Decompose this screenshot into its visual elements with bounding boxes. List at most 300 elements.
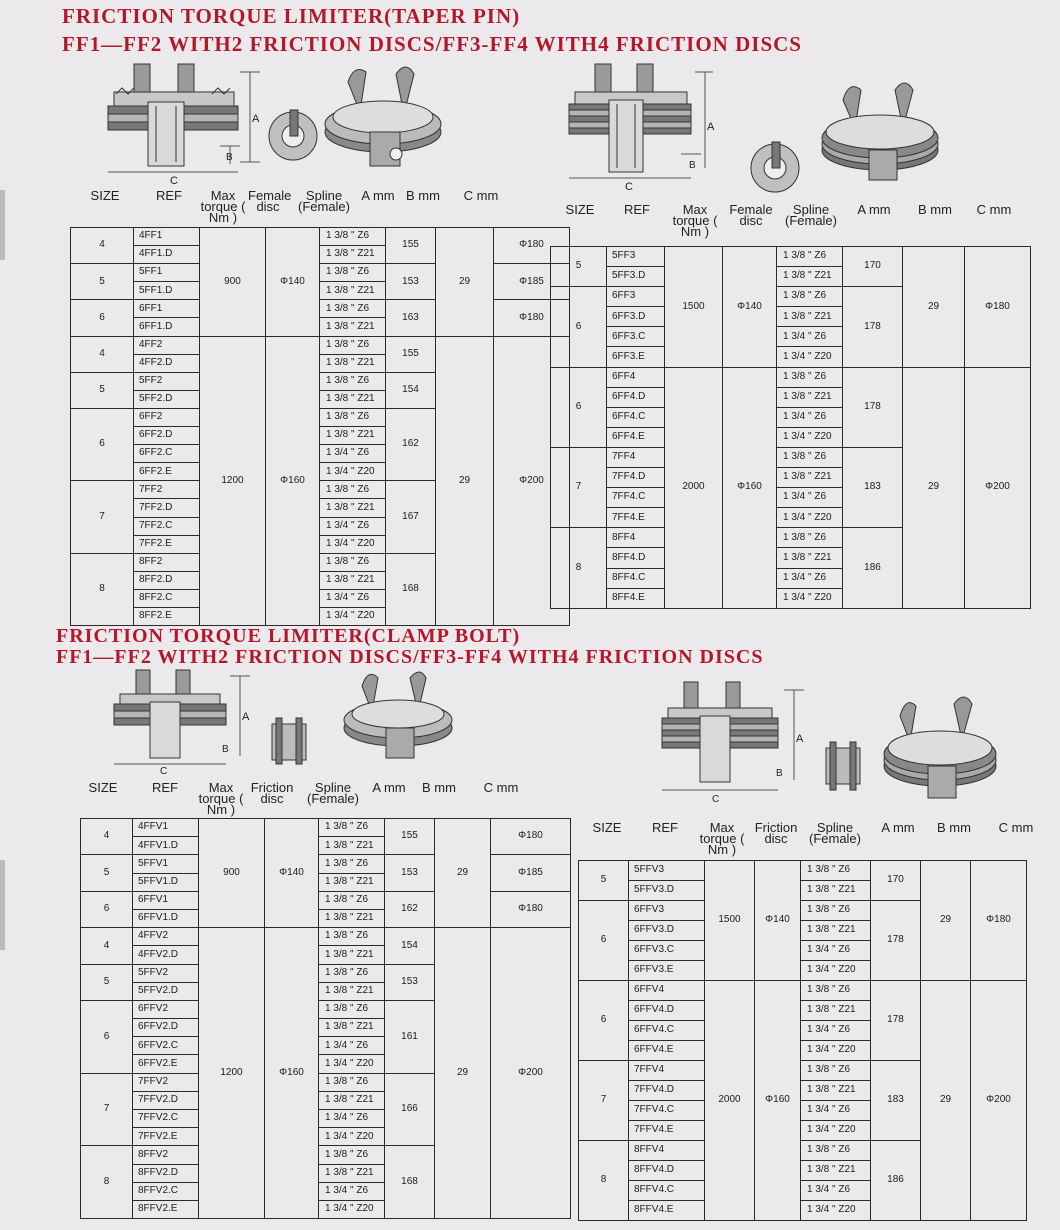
cell-size: 6 [579,981,629,1061]
cell-c: Φ180 [494,228,570,264]
column-header-c: C mm [998,820,1034,835]
cell-spline: 1 3/8 " Z6 [319,1073,385,1091]
table-row [579,981,1027,1001]
cell-spline: 1 3/4 " Z6 [801,941,871,961]
cell-spline: 1 3/8 " Z6 [319,819,385,837]
column-header-size: SIZE [88,780,118,795]
cell-ref: 5FFV2.D [133,982,199,1000]
table-row [71,336,570,354]
cell-b: 29 [903,367,965,608]
cell-ref: 8FF4.C [607,568,665,588]
cell-ref: 7FF4.E [607,508,665,528]
cell-torque: 1200 [199,928,265,1219]
column-header-c: C mm [483,780,519,795]
cell-a: 178 [871,981,921,1061]
cell-ref: 6FFV2.D [133,1019,199,1037]
table-row [71,228,570,246]
cell-b: 29 [435,819,491,928]
cell-a: 162 [386,408,436,480]
cell-disc: Φ140 [265,819,319,928]
cell-ref: 7FFV4.E [629,1121,705,1141]
cell-spline: 1 3/8 " Z6 [320,300,386,318]
dimension-a-label: A [796,733,804,745]
column-header-ref: REF [624,202,650,217]
cell-spline: 1 3/8 " Z6 [777,287,843,307]
cell-spline: 1 3/8 " Z6 [319,1000,385,1018]
cell-ref: 6FF4 [607,367,665,387]
cell-ref: 5FFV1.D [133,873,199,891]
cell-ref: 7FF4.C [607,488,665,508]
dimension-b-label: B [689,160,696,171]
cell-size: 5 [81,964,133,1000]
cell-ref: 8FF4.E [607,588,665,608]
cell-spline: 1 3/8 " Z6 [320,481,386,499]
cell-c: Φ200 [491,928,571,1219]
cell-ref: 4FFV1.D [133,837,199,855]
dimension-c-label: C [170,175,178,187]
clamp-bolt-detail-diagram-2 [822,740,864,792]
cell-spline: 1 3/4 " Z6 [320,589,386,607]
cell-size: 5 [71,264,134,300]
cell-ref: 7FFV2.C [133,1110,199,1128]
cell-spline: 1 3/4 " Z20 [801,1201,871,1221]
cell-ref: 7FF4 [607,447,665,467]
cell-spline: 1 3/8 " Z6 [801,981,871,1001]
cell-a: 183 [871,1061,921,1141]
cell-spline: 1 3/4 " Z6 [801,1021,871,1041]
cell-a: 163 [386,300,436,336]
cell-ref: 8FF2.D [134,571,200,589]
column-header-disc: Friction disc [754,820,798,846]
cell-ref: 6FF2 [134,408,200,426]
column-header-torque: Max torque ( Nm ) [699,820,745,857]
cell-ref: 8FFV4.E [629,1201,705,1221]
taper-pin-ff1-ff2-table [70,227,570,626]
cell-spline: 1 3/4 " Z20 [319,1200,385,1218]
clamp-bolt-title: FRICTION TORQUE LIMITER(CLAMP BOLT) [56,625,521,647]
cell-spline: 1 3/8 " Z21 [801,1001,871,1021]
column-header-a: A mm [372,780,406,795]
cell-spline: 1 3/4 " Z20 [801,1121,871,1141]
cell-size: 8 [81,1146,133,1219]
cell-ref: 6FF1 [134,300,200,318]
taper-ff1-ff2-section-diagram [100,62,268,187]
cell-spline: 1 3/8 " Z21 [777,387,843,407]
cell-ref: 4FF2.D [134,354,200,372]
cell-spline: 1 3/8 " Z6 [320,408,386,426]
cell-ref: 8FF4 [607,528,665,548]
cell-spline: 1 3/4 " Z6 [777,327,843,347]
cell-ref: 6FF2.D [134,427,200,445]
cell-spline: 1 3/8 " Z6 [777,447,843,467]
cell-ref: 7FF2.C [134,517,200,535]
column-header-disc: Friction disc [250,780,294,806]
cell-ref: 6FF3.E [607,347,665,367]
cell-spline: 1 3/8 " Z21 [801,1081,871,1101]
cell-ref: 6FFV2.E [133,1055,199,1073]
cell-spline: 1 3/8 " Z21 [801,1161,871,1181]
cell-ref: 6FFV4.C [629,1021,705,1041]
cell-spline: 1 3/8 " Z6 [320,553,386,571]
dimension-c-label: C [625,181,633,193]
cell-ref: 8FF4.D [607,548,665,568]
table-row [71,264,570,282]
cell-ref: 6FF2.C [134,445,200,463]
cell-ref: 4FF1 [134,228,200,246]
cell-spline: 1 3/4 " Z6 [319,1037,385,1055]
cell-spline: 1 3/8 " Z21 [777,548,843,568]
cell-spline: 1 3/8 " Z21 [777,267,843,287]
cell-a: 178 [843,287,903,367]
column-header-a: A mm [857,202,891,217]
column-header-torque: Max torque ( Nm ) [672,202,718,239]
clamp-ff3-ff4-3d-diagram [878,690,1003,805]
cell-b: 29 [435,928,491,1219]
cell-c: Φ200 [494,336,570,626]
table-row [551,367,1031,387]
cell-ref: 6FF4.E [607,427,665,447]
cell-ref: 6FFV1.D [133,909,199,927]
cell-size: 6 [81,891,133,927]
cell-size: 4 [81,819,133,855]
cell-spline: 1 3/4 " Z20 [320,607,386,625]
cell-ref: 8FFV2 [133,1146,199,1164]
cell-spline: 1 3/4 " Z20 [801,961,871,981]
cell-a: 186 [843,528,903,608]
cell-spline: 1 3/8 " Z6 [777,247,843,267]
cell-spline: 1 3/8 " Z6 [320,372,386,390]
cell-size: 6 [551,367,607,447]
cell-spline: 1 3/4 " Z20 [777,347,843,367]
cell-spline: 1 3/8 " Z21 [320,390,386,408]
cell-spline: 1 3/8 " Z6 [801,861,871,881]
cell-torque: 900 [199,819,265,928]
cell-ref: 5FF3 [607,247,665,267]
table-row [579,861,1027,881]
clamp-ff1-ff2-section-diagram [110,668,260,776]
cell-a: 183 [843,447,903,527]
cell-ref: 6FFV2.C [133,1037,199,1055]
cell-ref: 6FF3 [607,287,665,307]
cell-ref: 6FF2.E [134,463,200,481]
cell-ref: 7FF4.D [607,468,665,488]
table-row [81,928,571,946]
dimension-b-label: B [776,768,783,779]
cell-spline: 1 3/8 " Z21 [319,982,385,1000]
clamp-bolt-ff1-ff2-table [80,818,571,1219]
cell-spline: 1 3/8 " Z6 [801,1141,871,1161]
column-header-size: SIZE [592,820,622,835]
cell-ref: 8FFV4.C [629,1181,705,1201]
cell-spline: 1 3/4 " Z6 [801,1181,871,1201]
binding-edge [0,860,5,950]
cell-ref: 7FF2 [134,481,200,499]
cell-ref: 8FF2.C [134,589,200,607]
cell-size: 6 [551,287,607,367]
table-row [81,891,571,909]
cell-spline: 1 3/8 " Z21 [320,427,386,445]
cell-ref: 4FFV2 [133,928,199,946]
cell-spline: 1 3/8 " Z6 [801,1061,871,1081]
column-header-ref: REF [152,780,178,795]
cell-spline: 1 3/4 " Z20 [320,535,386,553]
cell-spline: 1 3/4 " Z6 [777,488,843,508]
cell-ref: 5FFV3.D [629,881,705,901]
table-row [551,247,1031,267]
cell-b: 29 [436,228,494,337]
cell-a: 166 [385,1073,435,1146]
column-header-c: C mm [463,188,499,203]
cell-ref: 4FF2 [134,336,200,354]
cell-b: 29 [921,861,971,981]
cell-size: 6 [71,300,134,336]
clamp-bolt-subtitle: FF1—FF2 WITH2 FRICTION DISCS/FF3-FF4 WITH4 FRICTION DISCS [56,646,764,668]
cell-spline: 1 3/8 " Z6 [319,964,385,982]
cell-c: Φ180 [971,861,1027,981]
column-header-size: SIZE [565,202,595,217]
cell-spline: 1 3/4 " Z20 [777,588,843,608]
cell-a: 167 [386,481,436,553]
cell-ref: 8FFV2.C [133,1182,199,1200]
cell-ref: 6FF3.D [607,307,665,327]
clamp-bolt-ff3-ff4-table [578,860,1027,1221]
cell-spline: 1 3/8 " Z6 [319,855,385,873]
column-header-spline: Spline (Female) [808,820,861,846]
cell-disc: Φ140 [723,247,777,368]
dimension-a-label: A [252,113,260,125]
cell-spline: 1 3/4 " Z6 [320,517,386,535]
cell-size: 6 [579,901,629,981]
cell-size: 5 [551,247,607,287]
cell-ref: 7FF2.D [134,499,200,517]
column-header-ref: REF [156,188,182,203]
column-header-torque: Max torque ( Nm ) [200,188,246,225]
cell-size: 7 [579,1061,629,1141]
cell-ref: 4FFV1 [133,819,199,837]
clamp-bolt-detail-diagram [268,716,310,766]
cell-a: 154 [386,372,436,408]
cell-ref: 7FFV2 [133,1073,199,1091]
binding-edge [0,190,5,260]
cell-size: 4 [71,336,134,372]
cell-size: 5 [579,861,629,901]
cell-spline: 1 3/8 " Z21 [320,571,386,589]
cell-size: 8 [71,553,134,625]
cell-a: 168 [385,1146,435,1219]
cell-a: 170 [871,861,921,901]
taper-pin-detail-diagram-2 [750,140,800,196]
column-header-spline: Spline (Female) [306,780,359,806]
column-header-disc: Female disc [248,188,292,214]
cell-spline: 1 3/8 " Z21 [319,946,385,964]
cell-c: Φ180 [965,247,1031,368]
cell-spline: 1 3/8 " Z6 [777,528,843,548]
cell-spline: 1 3/8 " Z21 [777,307,843,327]
cell-disc: Φ160 [266,336,320,626]
cell-torque: 2000 [705,981,755,1221]
cell-spline: 1 3/8 " Z21 [319,1091,385,1109]
taper-pin-detail-diagram [268,108,318,164]
column-header-b: B mm [918,202,952,217]
cell-size: 8 [551,528,607,608]
cell-spline: 1 3/8 " Z6 [319,891,385,909]
cell-a: 153 [386,264,436,300]
cell-spline: 1 3/4 " Z6 [319,1182,385,1200]
taper-ff1-ff2-3d-diagram [318,62,448,182]
cell-ref: 6FFV4.D [629,1001,705,1021]
cell-spline: 1 3/4 " Z6 [320,445,386,463]
cell-ref: 8FF2.E [134,607,200,625]
cell-ref: 7FFV4.C [629,1101,705,1121]
cell-spline: 1 3/8 " Z6 [801,901,871,921]
taper-left-column-headers [70,190,512,223]
cell-ref: 6FFV3 [629,901,705,921]
cell-size: 8 [579,1141,629,1221]
cell-torque: 1200 [200,336,266,626]
cell-size: 7 [81,1073,133,1146]
cell-ref: 8FFV2.D [133,1164,199,1182]
column-header-b: B mm [406,188,440,203]
cell-c: Φ180 [491,891,571,927]
cell-ref: 5FFV2 [133,964,199,982]
cell-ref: 6FF3.C [607,327,665,347]
cell-ref: 5FF3.D [607,267,665,287]
cell-spline: 1 3/4 " Z20 [319,1055,385,1073]
cell-spline: 1 3/8 " Z6 [320,228,386,246]
cell-ref: 6FF1.D [134,318,200,336]
cell-ref: 8FFV2.E [133,1200,199,1218]
cell-a: 178 [871,901,921,981]
cell-ref: 6FF4.C [607,407,665,427]
cell-spline: 1 3/8 " Z6 [777,367,843,387]
cell-a: 161 [385,1000,435,1073]
cell-a: 155 [386,228,436,264]
cell-ref: 6FFV4.E [629,1041,705,1061]
cell-disc: Φ140 [266,228,320,337]
cell-spline: 1 3/8 " Z21 [320,354,386,372]
cell-size: 5 [71,372,134,408]
cell-ref: 8FFV4 [629,1141,705,1161]
cell-spline: 1 3/8 " Z21 [319,837,385,855]
cell-ref: 4FFV2.D [133,946,199,964]
cell-disc: Φ160 [755,981,801,1221]
column-header-a: A mm [361,188,395,203]
table-row [81,819,571,837]
cell-a: 153 [385,964,435,1000]
cell-a: 155 [385,819,435,855]
cell-b: 29 [903,247,965,368]
cell-a: 155 [386,336,436,372]
cell-torque: 1500 [665,247,723,368]
cell-spline: 1 3/8 " Z6 [319,1146,385,1164]
cell-spline: 1 3/4 " Z6 [777,407,843,427]
cell-ref: 7FFV2.E [133,1128,199,1146]
column-header-disc: Female disc [729,202,773,228]
cell-a: 154 [385,928,435,964]
cell-spline: 1 3/8 " Z21 [320,318,386,336]
cell-ref: 7FFV4.D [629,1081,705,1101]
cell-spline: 1 3/8 " Z21 [320,246,386,264]
cell-ref: 7FFV2.D [133,1091,199,1109]
cell-spline: 1 3/4 " Z6 [319,1110,385,1128]
cell-spline: 1 3/8 " Z21 [801,921,871,941]
cell-spline: 1 3/8 " Z21 [777,468,843,488]
cell-size: 5 [81,855,133,891]
cell-spline: 1 3/8 " Z21 [319,873,385,891]
cell-ref: 5FF1 [134,264,200,282]
cell-ref: 7FF2.E [134,535,200,553]
column-header-b: B mm [422,780,456,795]
cell-c: Φ185 [491,855,571,891]
cell-spline: 1 3/8 " Z21 [320,282,386,300]
cell-a: 178 [843,367,903,447]
taper-ff3-ff4-section-diagram [565,62,715,197]
column-header-c: C mm [976,202,1012,217]
cell-torque: 1500 [705,861,755,981]
dimension-c-label: C [712,794,720,805]
cell-ref: 8FFV4.D [629,1161,705,1181]
column-header-a: A mm [881,820,915,835]
cell-ref: 6FFV3.D [629,921,705,941]
cell-a: 162 [385,891,435,927]
cell-spline: 1 3/4 " Z20 [777,508,843,528]
taper-pin-ff3-ff4-table [550,246,1031,609]
cell-disc: Φ140 [755,861,801,981]
clamp-left-column-headers [70,782,532,815]
cell-torque: 2000 [665,367,723,608]
cell-size: 6 [71,408,134,480]
cell-ref: 6FFV4 [629,981,705,1001]
column-header-ref: REF [652,820,678,835]
cell-spline: 1 3/8 " Z21 [319,909,385,927]
taper-right-column-headers [552,204,1022,237]
cell-b: 29 [921,981,971,1221]
cell-size: 7 [71,481,134,553]
taper-ff3-ff4-3d-diagram [815,72,945,187]
cell-spline: 1 3/8 " Z21 [319,1164,385,1182]
column-header-spline: Spline (Female) [784,202,837,228]
cell-spline: 1 3/8 " Z21 [319,1019,385,1037]
cell-b: 29 [436,336,494,626]
cell-ref: 6FF4.D [607,387,665,407]
cell-torque: 900 [200,228,266,337]
taper-pin-title: FRICTION TORQUE LIMITER(TAPER PIN) [62,4,521,28]
cell-ref: 6FFV3.E [629,961,705,981]
cell-spline: 1 3/8 " Z6 [320,264,386,282]
dimension-b-label: B [222,744,229,755]
clamp-ff3-ff4-section-diagram [660,680,810,805]
cell-spline: 1 3/8 " Z21 [801,881,871,901]
cell-a: 170 [843,247,903,287]
column-header-spline: Spline (Female) [297,188,350,214]
cell-ref: 5FFV1 [133,855,199,873]
cell-spline: 1 3/8 " Z21 [320,499,386,517]
clamp-right-column-headers [578,822,1052,855]
cell-spline: 1 3/8 " Z6 [319,928,385,946]
cell-spline: 1 3/4 " Z6 [801,1101,871,1121]
dimension-b-label: B [226,152,233,163]
column-header-size: SIZE [90,188,120,203]
cell-ref: 7FFV4 [629,1061,705,1081]
cell-size: 4 [81,928,133,964]
cell-c: Φ185 [494,264,570,300]
cell-disc: Φ160 [723,367,777,608]
cell-spline: 1 3/4 " Z6 [777,568,843,588]
cell-ref: 6FFV1 [133,891,199,909]
cell-a: 168 [386,553,436,625]
cell-ref: 8FF2 [134,553,200,571]
cell-spline: 1 3/4 " Z20 [777,427,843,447]
